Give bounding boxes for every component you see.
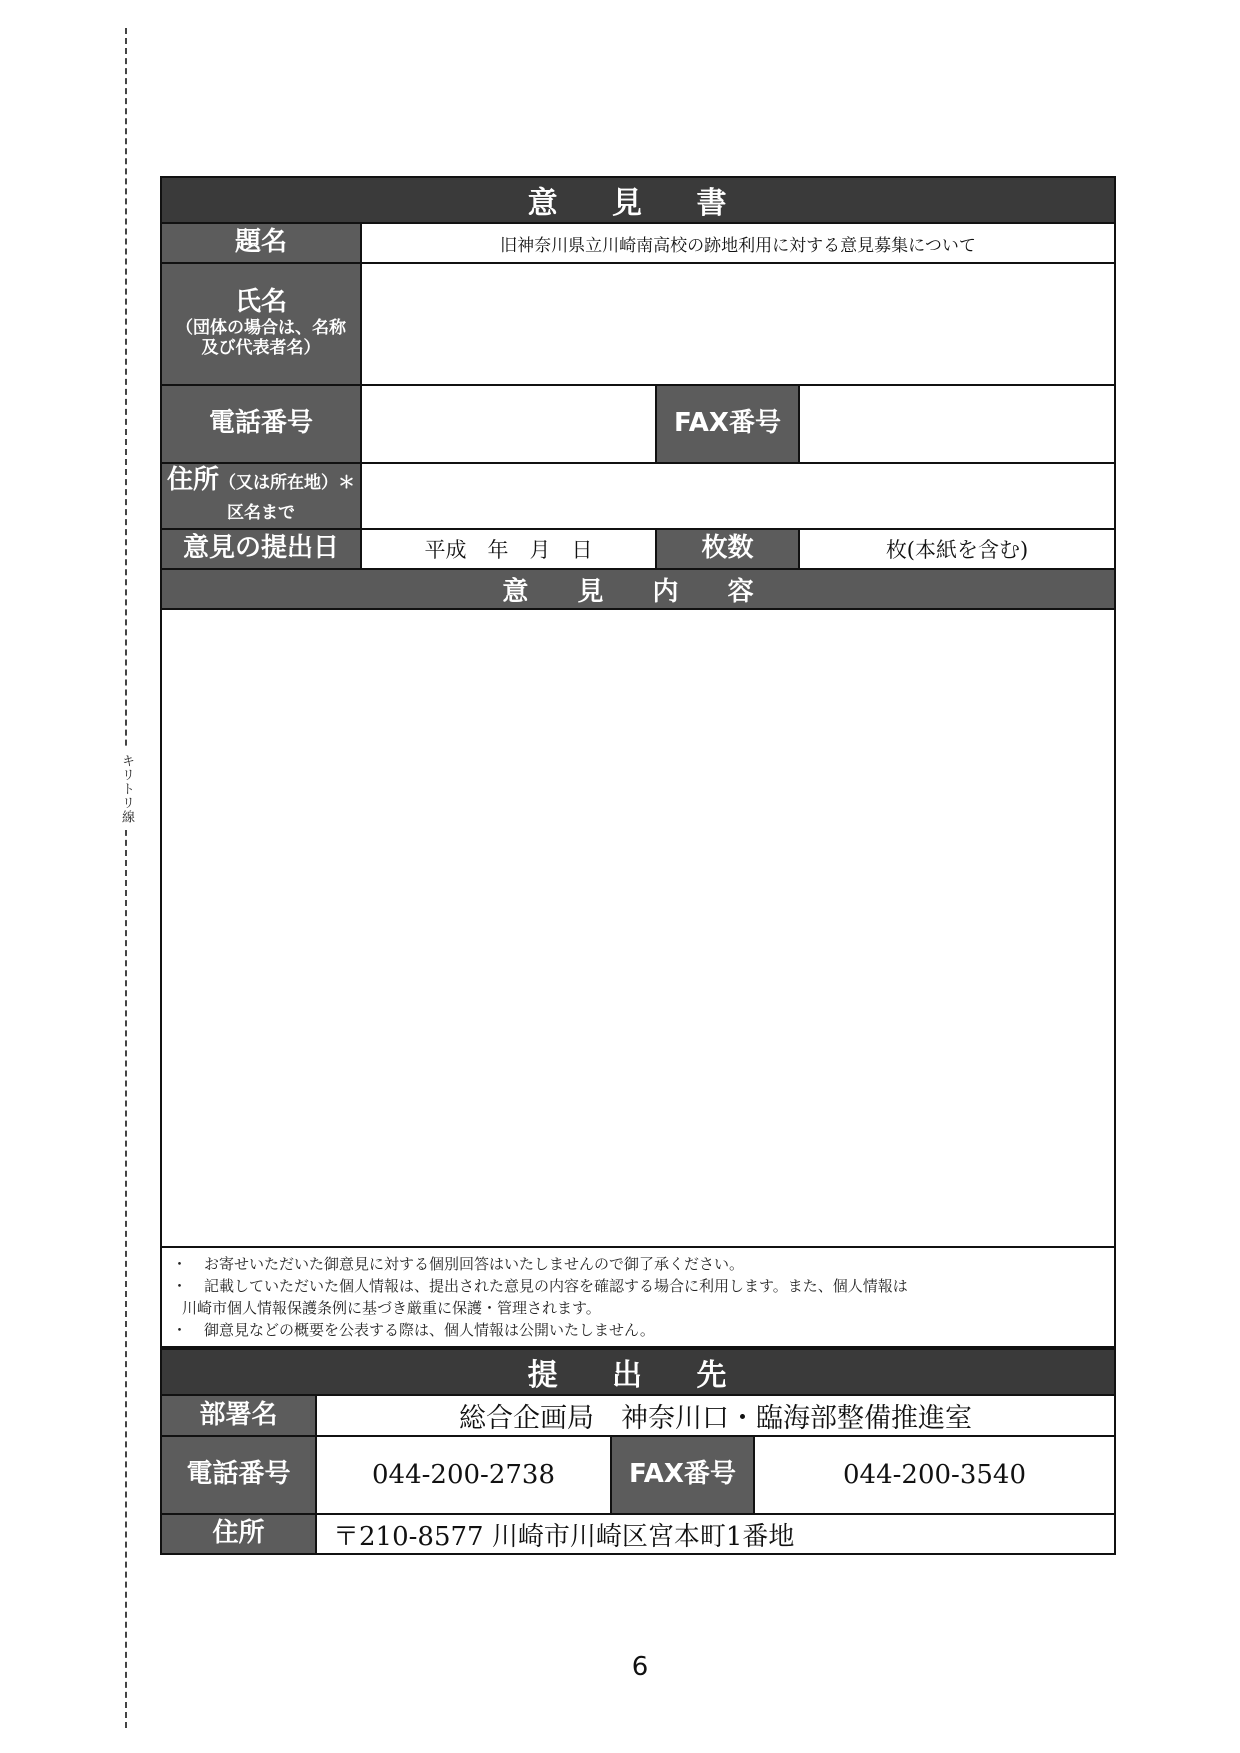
phone-label: 電話番号: [161, 385, 361, 463]
subject-label: 題名: [161, 223, 361, 263]
dept-value: 総合企画局 神奈川口・臨海部整備推進室: [316, 1395, 1115, 1436]
fax-label: FAX番号: [656, 385, 799, 463]
date-input[interactable]: 平成 年 月 日: [361, 529, 656, 569]
submit-address-label: 住所: [161, 1514, 316, 1554]
date-label: 意見の提出日: [161, 529, 361, 569]
name-label: 氏名: [234, 286, 287, 317]
submit-fax-value: 044-200-3540: [754, 1436, 1115, 1514]
note-item: ・ 御意見などの概要を公表する際は、個人情報は公開いたしません。: [172, 1321, 655, 1339]
note-item-continuation: 川崎市個人情報保護条例に基づき厳重に保護・管理されます。: [182, 1299, 601, 1317]
notes-section: [161, 1247, 1115, 1347]
submit-phone-label: 電話番号: [161, 1436, 316, 1514]
submit-phone-value: 044-200-2738: [316, 1436, 611, 1514]
submit-fax-label: FAX番号: [611, 1436, 754, 1514]
dept-label: 部署名: [161, 1395, 316, 1436]
address-input[interactable]: [361, 463, 1115, 529]
address-label: 住所: [166, 465, 219, 496]
phone-input[interactable]: [361, 385, 656, 463]
address-note: （又は所在地）＊区名まで: [219, 473, 355, 523]
cut-line-label: キリトリ線: [116, 748, 136, 830]
pages-label: 枚数: [656, 529, 799, 569]
fax-input[interactable]: [799, 385, 1115, 463]
name-label-cell: [161, 263, 361, 385]
submit-title: 提 出 先: [161, 1349, 1115, 1395]
content-title: 意 見 内 容: [161, 569, 1115, 609]
name-input[interactable]: [361, 263, 1115, 385]
opinion-table: [160, 176, 1116, 1348]
opinion-content-input[interactable]: [161, 609, 1115, 1247]
note-item: ・ お寄せいただいた御意見に対する個別回答はいたしませんので御了承ください。: [172, 1255, 745, 1273]
submit-table: [160, 1348, 1116, 1555]
subject-value: 旧神奈川県立川崎南高校の跡地利用に対する意見募集について: [361, 223, 1115, 263]
note-item: ・ 記載していただいた個人情報は、提出された意見の内容を確認する場合に利用します。また、個人情報は: [172, 1277, 908, 1295]
opinion-form: [160, 176, 1114, 1555]
address-label-cell: [161, 463, 361, 529]
page-number: 6: [631, 1652, 649, 1682]
cut-line: [125, 28, 127, 1728]
submit-address-value: 〒210-8577 川崎市川崎区宮本町1番地: [316, 1514, 1115, 1554]
form-title: 意 見 書: [161, 177, 1115, 223]
name-note: （団体の場合は、名称及び代表者名）: [176, 318, 346, 358]
pages-input[interactable]: 枚(本紙を含む): [799, 529, 1115, 569]
